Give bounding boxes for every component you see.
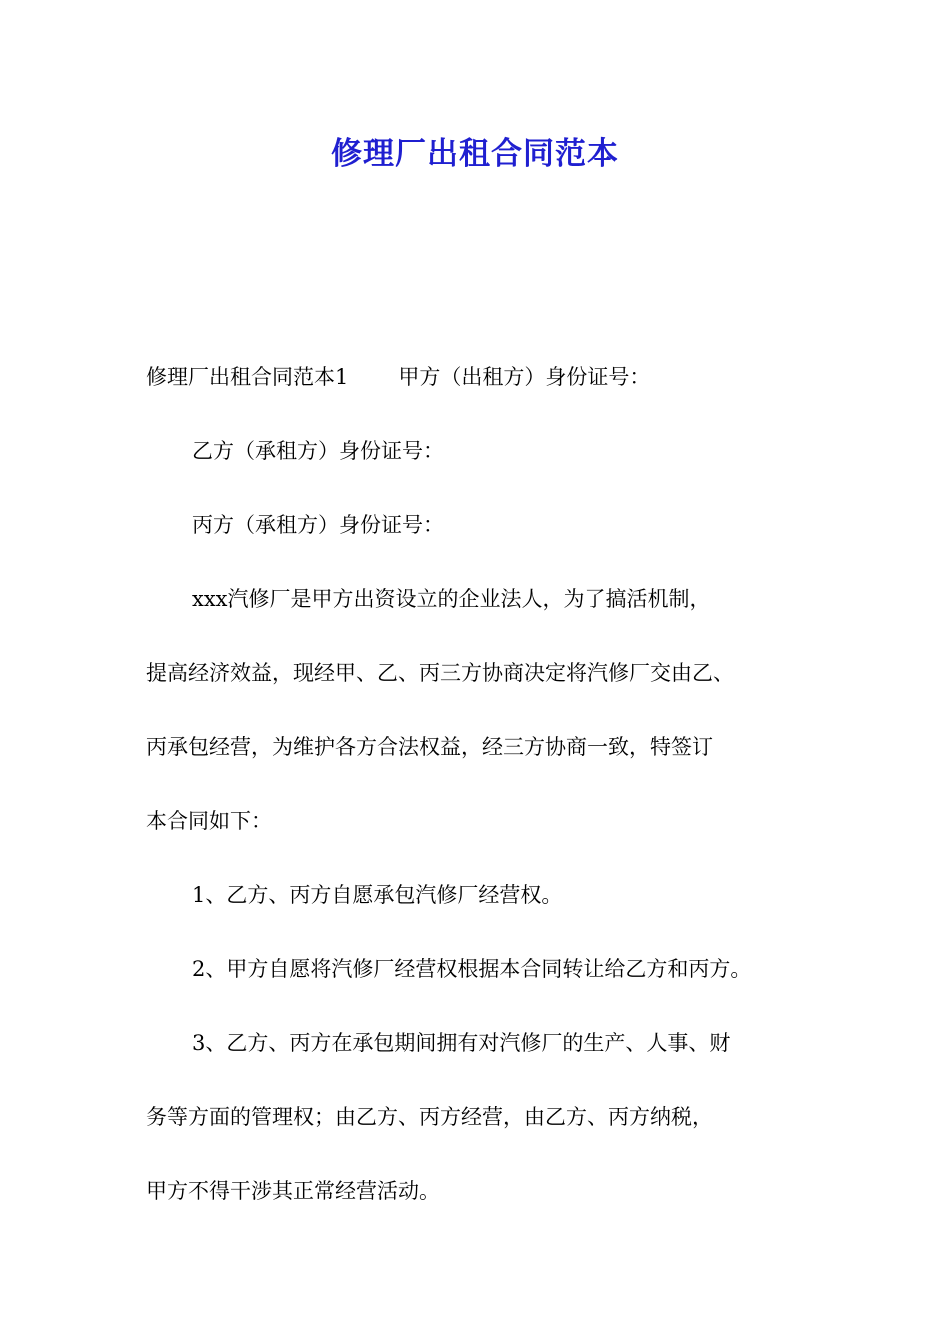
paragraph-line: 丙承包经营，为维护各方合法权益，经三方协商一致，特签订 [146,735,713,759]
paragraph-line: 务等方面的管理权；由乙方、丙方经营，由乙方、丙方纳税， [146,1105,713,1129]
party-a-label: 甲方（出租方）身份证号： [398,365,651,389]
paragraph-line [146,340,836,414]
document-body [146,340,836,1228]
paragraph-line: 本合同如下： [146,809,272,833]
section-heading: 修理厂出租合同范本1 [146,365,349,389]
clause-3: 3、乙方、丙方在承包期间拥有对汽修厂的生产、人事、财 [192,1031,731,1055]
document-title: 修理厂出租合同范本 [331,136,619,172]
clause-2: 2、甲方自愿将汽修厂经营权根据本合同转让给乙方和丙方。 [192,957,752,981]
party-b-label: 乙方（承租方）身份证号： [192,439,444,463]
paragraph-line: 甲方不得干涉其正常经营活动。 [146,1179,440,1203]
party-c-label: 丙方（承租方）身份证号： [192,513,444,537]
paragraph-line: xxx汽修厂是甲方出资设立的企业法人，为了搞活机制， [192,587,711,611]
clause-1: 1、乙方、丙方自愿承包汽修厂经营权。 [192,883,563,907]
paragraph-line: 提高经济效益，现经甲、乙、丙三方协商决定将汽修厂交由乙、 [146,661,734,685]
